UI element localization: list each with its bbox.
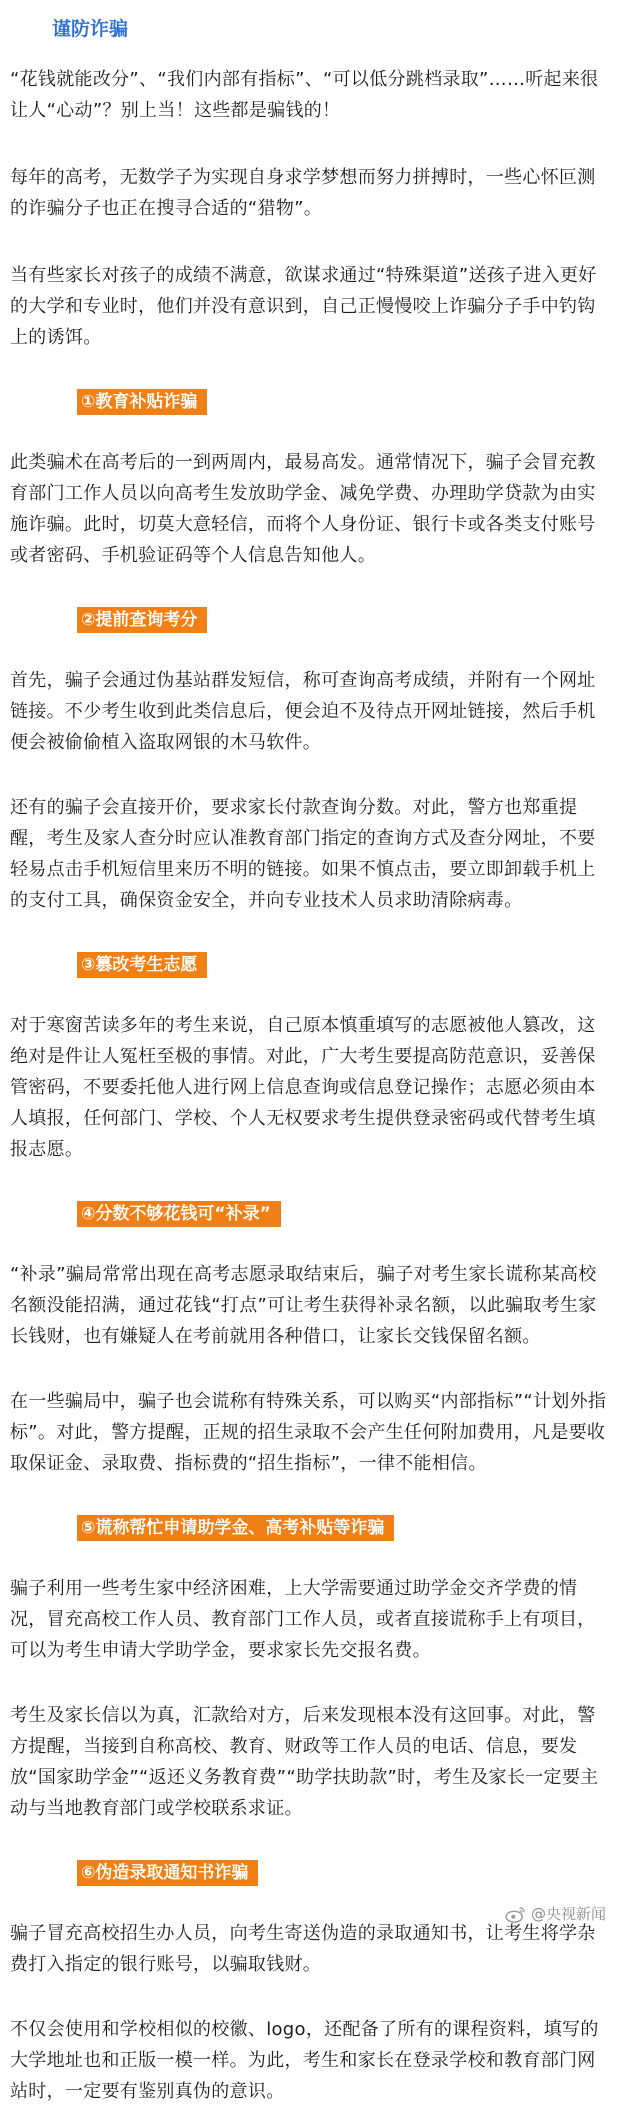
intro-paragraph: 当有些家长对孩子的成绩不满意，欲谋求通过“特殊渠道”送孩子进入更好的大学和专业时，他们并没有意识到，自己正慢慢咬上诈骗分子手中钓钩上的诱饵。 bbox=[10, 265, 597, 348]
intro-paragraph: “花钱就能改分”、“我们内部有指标”、“可以低分跳档录取”……听起来很让人“心动”？别上当！这些都是骗钱的！ bbox=[10, 69, 599, 121]
section-heading: ④分数不够花钱可“补录” bbox=[77, 1201, 281, 1227]
intro bbox=[10, 64, 610, 353]
section-paragraph: 还有的骗子会直接开价，要求家长付款查询分数。对此，警方也郑重提醒，考生及家人查分时应认准教育部门指定的查询方式及查分网址，不要轻易点击手机短信里来历不明的链接。如果不慎点击，要立即卸载手机上的支付工具，确保资金安全，并向专业技术人员求助清除病毒。 bbox=[10, 797, 596, 911]
section-heading: ③篡改考生志愿 bbox=[77, 952, 207, 978]
section-heading: ⑤谎称帮忙申请助学金、高考补贴等诈骗 bbox=[77, 1515, 394, 1541]
section-fake-admission-letter bbox=[10, 1824, 610, 2107]
section-grant-fraud bbox=[10, 1479, 610, 1824]
section-education-subsidy bbox=[10, 353, 610, 571]
section-heading: ②提前查询考分 bbox=[77, 607, 207, 633]
section-paragraph: 骗子利用一些考生家中经济困难，上大学需要通过助学金交齐学费的情况，冒充高校工作人员、教育部门工作人员，或者直接谎称手上有项目，可以为考生申请大学助学金，要求家长先交报名费。 bbox=[10, 1578, 596, 1661]
section-heading: ①教育补贴诈骗 bbox=[77, 389, 207, 415]
section-paragraph: 在一些骗局中，骗子也会谎称有特殊关系，可以购买“内部指标”“计划外指标”。对此，警方提醒，正规的招生录取不会产生任何附加费用，凡是要收取保证金、录取费、指标费的“招生指标”，一律不能相信。 bbox=[10, 1391, 607, 1474]
watermark bbox=[505, 1903, 606, 1924]
watermark-text: @央视新闻 bbox=[530, 1905, 606, 1923]
section-paragraph: 考生及家长信以为真，汇款给对方，后来发现根本没有这回事。对此，警方提醒，当接到自称高校、教育、财政等工作人员的电话、信息，要发放“国家助学金”“返还义务教育费”“助学扶助款”时，考生及家长一定要主动与当地教育部门或学校联系求证。 bbox=[10, 1705, 599, 1819]
section-paragraph: 骗子冒充高校招生办人员，向考生寄送伪造的录取通知书，让考生将学杂费打入指定的银行账号，以骗取钱财。 bbox=[10, 1923, 596, 1975]
section-paragraph: 此类骗术在高考后的一到两周内，最易高发。通常情况下，骗子会冒充教育部门工作人员以向高考生发放助学金、减免学费、办理助学贷款为由实施诈骗。此时，切莫大意轻信，而将个人身份证、银行卡或各类支付账号或者密码、手机验证码等个人信息告知他人。 bbox=[10, 452, 596, 566]
page-title: 谨防诈骗 bbox=[52, 18, 129, 40]
intro-paragraph: 每年的高考，无数学子为实现自身求学梦想而努力拼搏时，一些心怀叵测的诈骗分子也正在搜寻合适的“猎物”。 bbox=[10, 167, 596, 219]
weibo-icon bbox=[505, 1905, 527, 1923]
section-tamper-application bbox=[10, 916, 610, 1165]
section-heading: ⑥伪造录取通知书诈骗 bbox=[77, 1860, 258, 1886]
section-paragraph: 首先，骗子会通过伪基站群发短信，称可查询高考成绩，并附有一个网址链接。不少考生收到此类信息后，便会迫不及待点开网址链接，然后手机便会被偷偷植入盗取网银的木马软件。 bbox=[10, 670, 596, 753]
section-paragraph: “补录”骗局常常出现在高考志愿录取结束后，骗子对考生家长谎称某高校名额没能招满，通过花钱“打点”可让考生获得补录名额，以此骗取考生家长钱财，也有嫌疑人在考前就用各种借口，让家长交钱保留名额。 bbox=[10, 1264, 597, 1347]
section-score-query bbox=[10, 571, 610, 916]
section-paragraph: 对于寒窗苦读多年的考生来说，自己原本慎重填写的志愿被他人篡改，这绝对是件让人冤枉至极的事情。对此，广大考生要提高防范意识，妥善保管密码，不要委托他人进行网上信息查询或信息登记操作；志愿必须由本人填报，任何部门、学校、个人无权要求考生提供登录密码或代替考生填报志愿。 bbox=[10, 1015, 596, 1160]
section-paragraph: 不仅会使用和学校相似的校徽、logo，还配备了所有的课程资料，填写的大学地址也和正版一模一样。为此，考生和家长在登录学校和教育部门网站时，一定要有鉴别真伪的意识。 bbox=[10, 2019, 599, 2102]
section-paid-admission bbox=[10, 1165, 610, 1479]
